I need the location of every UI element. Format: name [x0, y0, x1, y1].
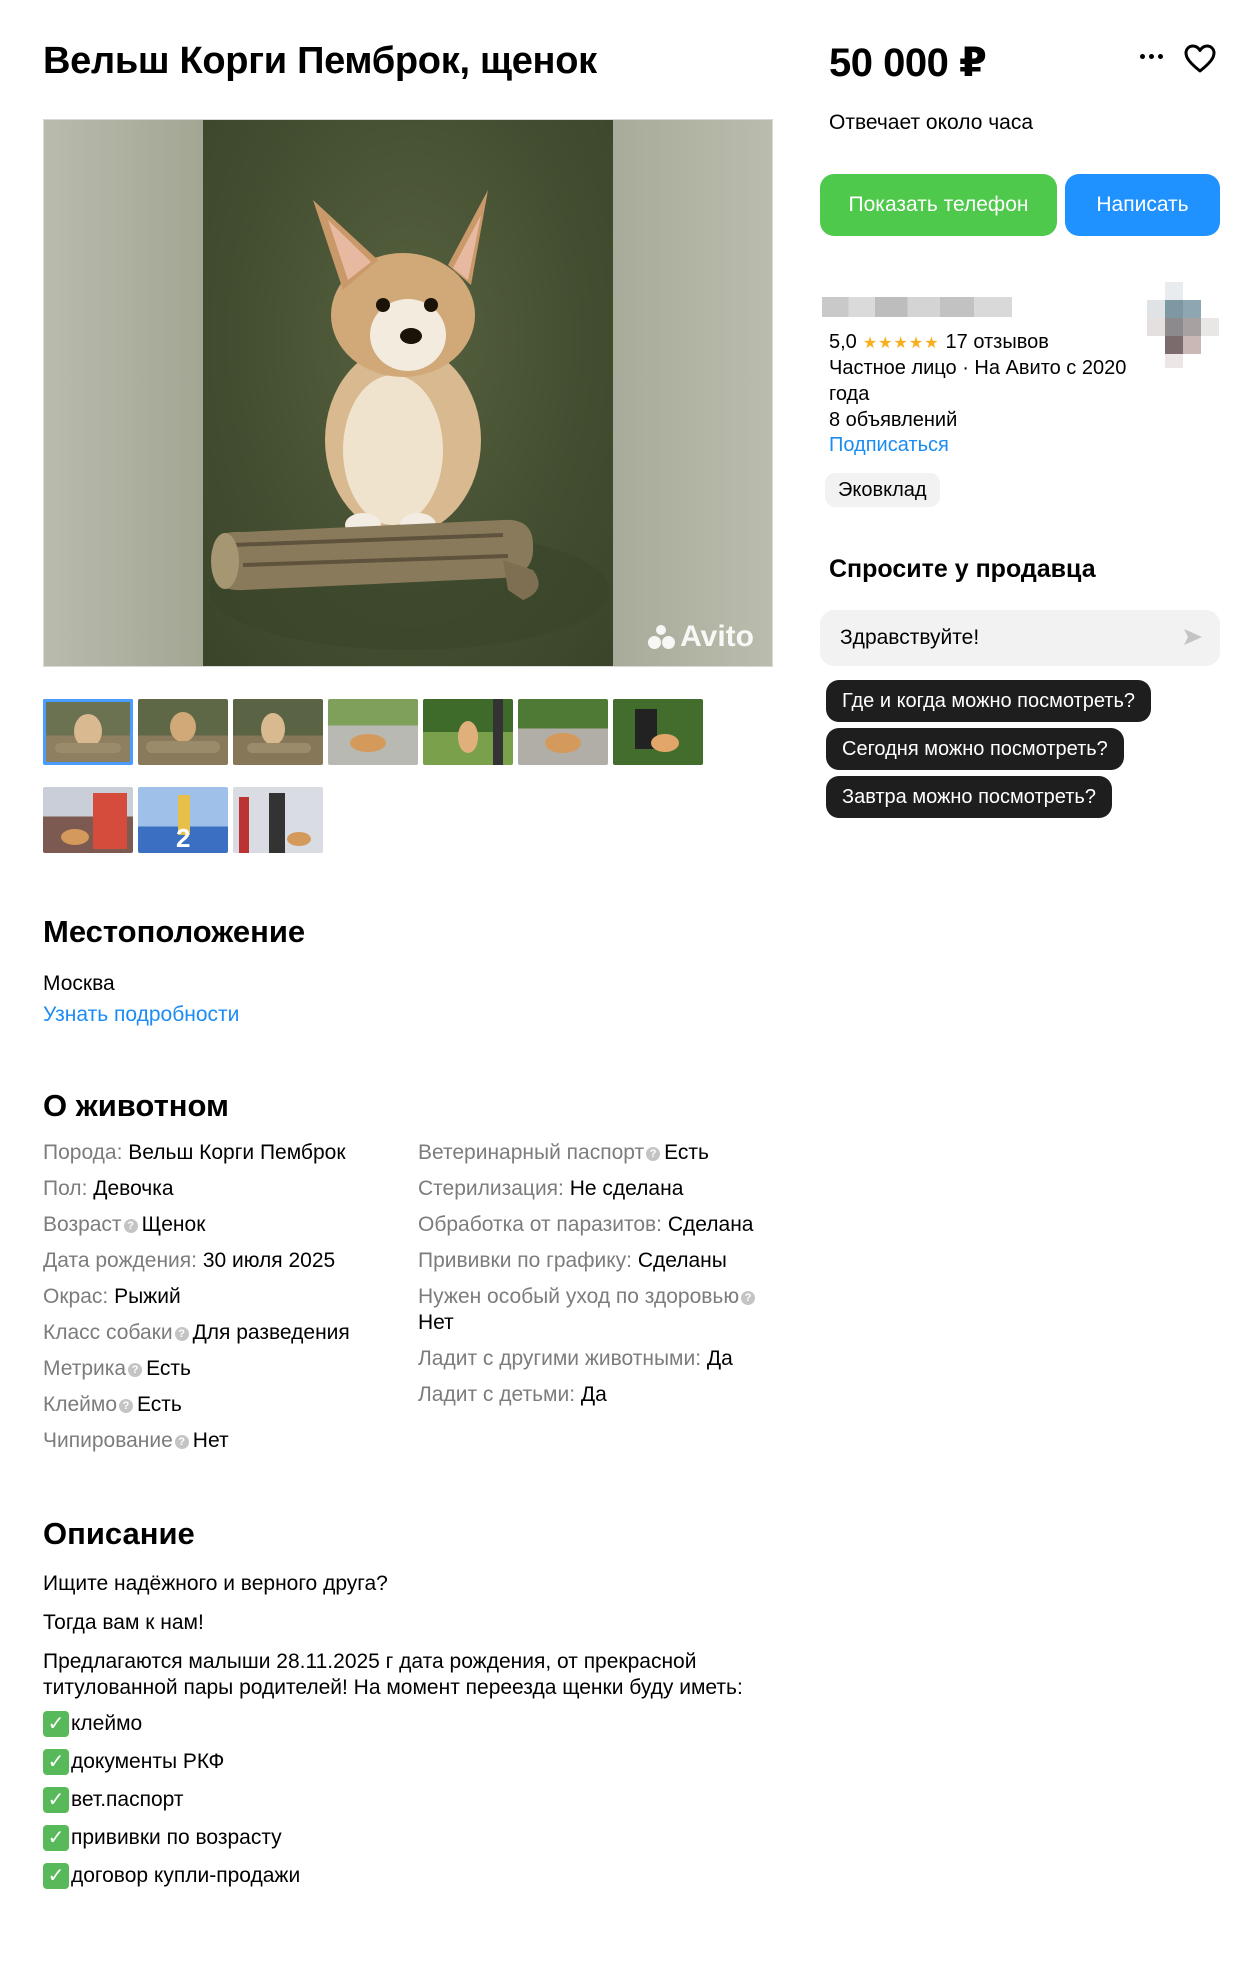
- reviews-count: 17 отзывов: [945, 331, 1049, 353]
- subscribe-link[interactable]: Подписаться: [829, 434, 949, 456]
- thumbnail[interactable]: [328, 699, 418, 765]
- avito-watermark: Avito: [648, 620, 754, 654]
- message-input[interactable]: [820, 610, 1220, 666]
- avito-logo-icon: [648, 623, 676, 651]
- thumbnail[interactable]: [43, 699, 133, 765]
- puppy-photo[interactable]: [203, 120, 615, 666]
- thumbnail[interactable]: [138, 787, 228, 853]
- ask-seller-heading: Спросите у продавца: [829, 555, 1096, 583]
- param-row: [418, 1140, 778, 1166]
- param-label: Метрика: [43, 1357, 127, 1380]
- param-value: Нет: [192, 1429, 229, 1452]
- param-label: Возраст: [43, 1213, 122, 1236]
- param-label: Стерилизация:: [418, 1177, 564, 1200]
- thumbnail[interactable]: [233, 787, 323, 853]
- thumbnail[interactable]: [233, 699, 323, 765]
- quick-question-chip[interactable]: Завтра можно посмотреть?: [826, 776, 1112, 818]
- param-value: Для разведения: [192, 1321, 350, 1344]
- param-row: [418, 1212, 778, 1238]
- param-value: Есть: [146, 1357, 191, 1380]
- param-row: [43, 1428, 403, 1454]
- thumbnail[interactable]: [138, 699, 228, 765]
- param-value: Сделаны: [637, 1249, 727, 1272]
- check-mark-icon: ✓: [43, 1749, 69, 1775]
- more-options-icon[interactable]: [1138, 48, 1166, 64]
- param-label: Ладит с детьми:: [418, 1383, 576, 1406]
- photo-blur-right: [613, 120, 772, 666]
- param-row: [418, 1176, 778, 1202]
- quick-question-chip[interactable]: Сегодня можно посмотреть?: [826, 728, 1124, 770]
- help-icon[interactable]: ?: [646, 1147, 660, 1161]
- thumbnail[interactable]: [423, 699, 513, 765]
- price: 50 000 ₽: [829, 41, 987, 85]
- params-column-left: [43, 1140, 403, 1464]
- location-details-link[interactable]: Узнать подробности: [43, 1003, 240, 1026]
- checklist-item: ✓ договор купли-продажи: [43, 1863, 743, 1889]
- help-icon[interactable]: ?: [124, 1219, 138, 1233]
- param-row: [418, 1284, 778, 1336]
- param-value: Вельш Корги Пемброк: [128, 1141, 346, 1164]
- help-icon[interactable]: ?: [175, 1435, 189, 1449]
- seller-ads-count: 8 объявлений: [829, 409, 958, 431]
- param-row: [43, 1356, 403, 1382]
- checklist-item: ✓ вет.паспорт: [43, 1787, 743, 1813]
- seller-avatar[interactable]: [1147, 282, 1219, 368]
- rating-value: 5,0: [829, 331, 857, 353]
- param-value: Есть: [137, 1393, 182, 1416]
- param-value: Не сделана: [569, 1177, 684, 1200]
- location-heading: Местоположение: [43, 914, 306, 949]
- param-label: Порода:: [43, 1141, 123, 1164]
- heart-icon[interactable]: [1184, 44, 1216, 74]
- param-label: Пол:: [43, 1177, 88, 1200]
- help-icon[interactable]: ?: [119, 1399, 133, 1413]
- param-value: Сделана: [667, 1213, 754, 1236]
- description-heading: Описание: [43, 1516, 195, 1551]
- check-mark-icon: ✓: [43, 1863, 69, 1889]
- location-city: Москва: [43, 972, 115, 995]
- param-value: Да: [580, 1383, 607, 1406]
- quick-question-chip[interactable]: Где и когда можно посмотреть?: [826, 680, 1151, 722]
- photo-blur-left: [44, 120, 203, 666]
- animal-heading: О животном: [43, 1088, 229, 1123]
- description-paragraph: Тогда вам к нам!: [43, 1611, 204, 1634]
- thumbnail[interactable]: [613, 699, 703, 765]
- eco-badge[interactable]: Эковклад: [825, 473, 940, 507]
- seller-type: Частное лицо · На Авито с 2020 года: [829, 357, 1127, 405]
- param-label: Обработка от паразитов:: [418, 1213, 663, 1236]
- help-icon[interactable]: ?: [128, 1363, 142, 1377]
- puppy-illustration: [203, 120, 615, 667]
- thumbnail[interactable]: [518, 699, 608, 765]
- param-label: Окрас:: [43, 1285, 109, 1308]
- description-body: [43, 1571, 743, 1901]
- param-label: Класс собаки: [43, 1321, 173, 1344]
- description-paragraph: Ищите надёжного и верного друга?: [43, 1572, 388, 1595]
- param-label: Чипирование: [43, 1429, 173, 1452]
- check-mark-icon: ✓: [43, 1711, 69, 1737]
- thumbnail-strip: [43, 699, 773, 853]
- param-row: [418, 1346, 778, 1372]
- param-row: [43, 1320, 403, 1346]
- main-photo[interactable]: [43, 119, 773, 667]
- param-value: 30 июля 2025: [202, 1249, 336, 1272]
- param-row: [418, 1248, 778, 1274]
- param-row: [43, 1284, 403, 1310]
- response-time: Отвечает около часа: [829, 111, 1034, 134]
- param-value: Нет: [418, 1311, 454, 1334]
- check-mark-icon: ✓: [43, 1787, 69, 1813]
- description-paragraph: Предлагаются малыши 28.11.2025 г дата рождения, от прекрасной титулованной пары родителей! На момент переезда щенки буду иметь:: [43, 1650, 743, 1699]
- help-icon[interactable]: ?: [175, 1327, 189, 1341]
- param-row: [43, 1248, 403, 1274]
- param-value: Рыжий: [114, 1285, 181, 1308]
- param-label: Клеймо: [43, 1393, 118, 1416]
- param-row: [43, 1212, 403, 1238]
- check-mark-icon: ✓: [43, 1825, 69, 1851]
- checklist-item: ✓ документы РКФ: [43, 1749, 743, 1775]
- thumbnail[interactable]: [43, 787, 133, 853]
- param-label: Ладит с другими животными:: [418, 1347, 702, 1370]
- seller-info: [829, 355, 1129, 433]
- param-value: Есть: [664, 1141, 709, 1164]
- param-label: Дата рождения:: [43, 1249, 197, 1272]
- thumbnail-row-break: [43, 770, 773, 782]
- param-row: [43, 1176, 403, 1202]
- send-icon[interactable]: [1182, 626, 1204, 648]
- param-label: Прививки по графику:: [418, 1249, 632, 1272]
- seller-rating[interactable]: [829, 331, 1049, 354]
- checklist-item: ✓ клеймо: [43, 1711, 743, 1737]
- param-row: [43, 1140, 403, 1166]
- listing-title: Вельш Корги Пемброк, щенок: [43, 40, 597, 82]
- seller-name-blurred[interactable]: [822, 297, 1012, 317]
- help-icon[interactable]: ?: [741, 1291, 755, 1305]
- param-row: [43, 1392, 403, 1418]
- star-icons: ★★★★★: [862, 334, 940, 352]
- param-label: Ветеринарный паспорт: [418, 1141, 645, 1164]
- param-value: Щенок: [141, 1213, 206, 1236]
- param-label: Нужен особый уход по здоровью: [418, 1285, 740, 1308]
- param-row: [418, 1382, 778, 1408]
- show-phone-button[interactable]: Показать телефон: [820, 174, 1057, 236]
- svg-text:2: 2: [176, 823, 191, 853]
- param-value: Да: [706, 1347, 733, 1370]
- param-value: Девочка: [93, 1177, 174, 1200]
- write-message-button[interactable]: Написать: [1065, 174, 1220, 236]
- params-column-right: [418, 1140, 778, 1418]
- checklist-item: ✓ прививки по возрасту: [43, 1825, 743, 1851]
